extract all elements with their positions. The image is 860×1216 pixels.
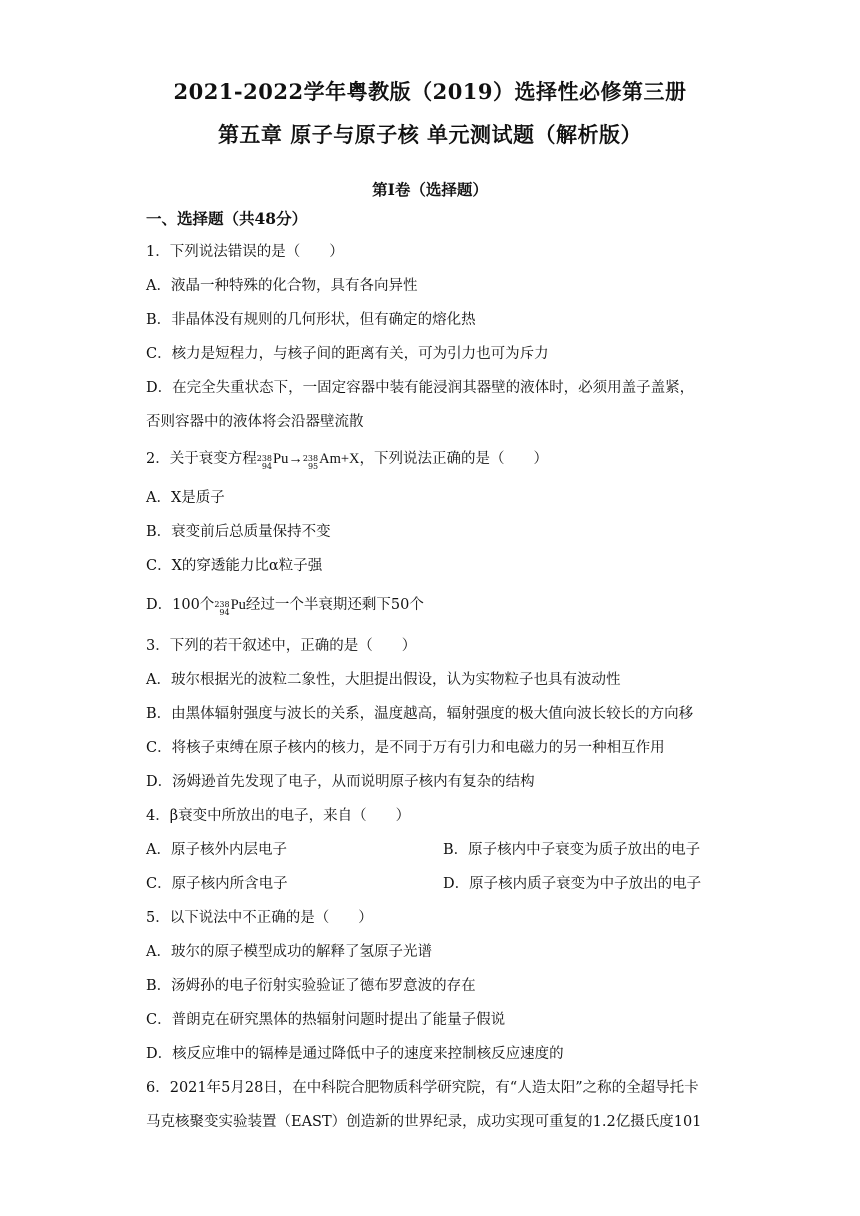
q2-stem [146,449,548,471]
q4-option-a: A．原子核外内层电子 [146,842,287,858]
pu-atomic-number: 94 [261,462,273,471]
q2d-pu-atomic-number: 94 [219,608,230,617]
q2-option-a: A．X是质子 [146,490,225,506]
q2d-pu-mass-number: 238 [214,600,230,609]
q4-option-b: B．原子核内中子衰变为质子放出的电子 [443,842,701,858]
q1-option-b: B．非晶体没有规则的几何形状，但有确定的熔化热 [146,312,476,328]
q2-option-d [146,595,424,617]
q2-option-c: C．X的穿透能力比α粒子强 [146,558,323,574]
q5-option-d: D．核反应堆中的镉棒是通过降低中子的速度来控制核反应速度的 [146,1046,564,1062]
q1-option-d-cont: 否则容器中的液体将会沿器壁流散 [146,414,364,430]
q2-stem-suffix: ，下列说法正确的是（ ） [359,451,549,467]
q3-option-a: A．玻尔根据光的波粒二象性，大胆提出假设，认为实物粒子也具有波动性 [146,672,621,688]
q1-option-d: D．在完全失重状态下，一固定容器中装有能浸润其器壁的液体时，必须用盖子盖紧， [146,380,695,396]
section-heading: 一、选择题（共48分） [146,209,308,228]
q3-option-c: C．将核子束缚在原子核内的核力，是不同于万有引力和电磁力的另一种相互作用 [146,740,665,756]
q5-option-a: A．玻尔的原子模型成功的解释了氢原子光谱 [146,944,432,960]
q2-stem-prefix: 2．关于衰变方程 [146,451,257,467]
am-symbol: Am [319,451,341,467]
q3-option-b: B．由黑体辐射强度与波长的关系，温度越高，辐射强度的极大值向波长较长的方向移 [146,706,694,722]
volume-heading: 第Ⅰ卷（选择题） [372,180,488,199]
am-atomic-number: 95 [307,462,319,471]
q2d-pu-nuclide [214,595,246,617]
q4-option-c: C．原子核内所含电子 [146,876,288,892]
pu-symbol: Pu [273,451,289,467]
q2-option-d-suffix: 经过一个半衰期还剩下50个 [245,597,424,613]
q2-option-d-prefix: D．100个 [146,597,215,613]
q5-option-b: B．汤姆孙的电子衍射实验验证了德布罗意波的存在 [146,978,476,994]
am-mass-number: 238 [302,454,319,463]
q5-stem: 5．以下说法中不正确的是（ ） [146,910,373,926]
pu-mass-number: 238 [256,454,273,463]
document-title-line-2: 第五章 原子与原子核 单元测试题（解析版） [217,122,643,147]
q6-stem-line-2: 马克核聚变实验装置（EAST）创造新的世界纪录，成功实现可重复的1.2亿摄氏度101 [146,1114,702,1130]
plus-x: +X [340,451,360,467]
q4-option-d: D．原子核内质子衰变为中子放出的电子 [443,876,702,892]
q2d-pu-symbol: Pu [230,597,246,613]
q3-stem: 3．下列的若干叙述中，正确的是（ ） [146,638,417,654]
q1-option-c: C．核力是短程力，与核子间的距离有关，可为引力也可为斥力 [146,346,549,362]
q1-stem: 1．下列说法错误的是（ ） [146,244,344,260]
reaction-arrow: → [288,451,303,467]
q4-stem: 4．β衰变中所放出的电子，来自（ ） [146,808,411,824]
q2-option-b: B．衰变前后总质量保持不变 [146,524,331,540]
pu-nuclide [257,449,289,471]
am-nuclide [303,449,341,471]
q3-option-d: D．汤姆逊首先发现了电子，从而说明原子核内有复杂的结构 [146,774,535,790]
q1-option-a: A．液晶一种特殊的化合物，具有各向异性 [146,278,418,294]
q5-option-c: C．普朗克在研究黑体的热辐射问题时提出了能量子假说 [146,1012,506,1028]
q6-stem-line-1: 6．2021年5月28日，在中科院合肥物质科学研究院，有“人造太阳”之称的全超导托卡 [146,1080,699,1096]
document-title-line-1: 2021-2022学年粤教版（2019）选择性必修第三册 [173,79,687,104]
